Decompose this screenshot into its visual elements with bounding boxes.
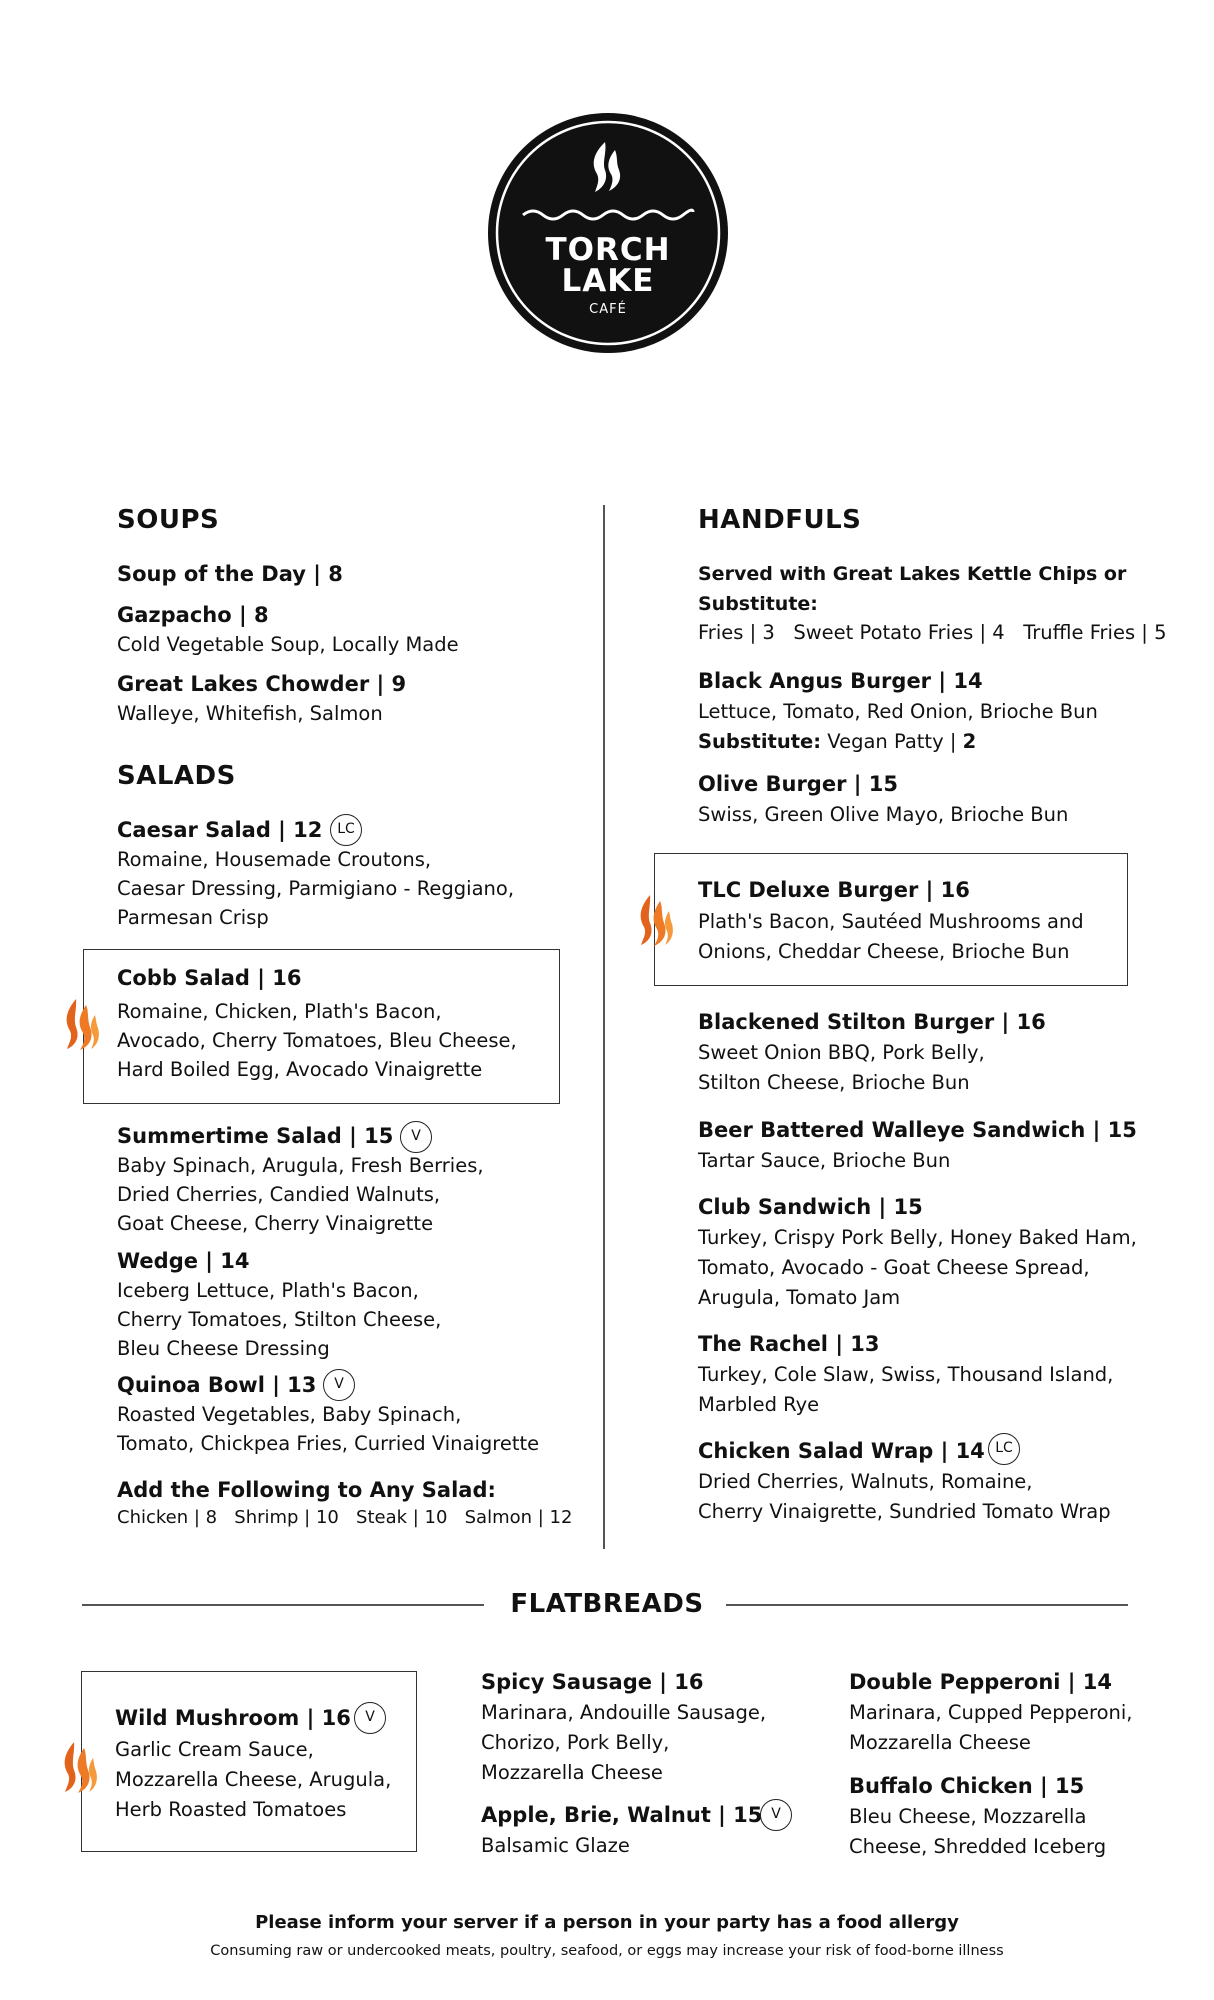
club-title: Club Sandwich | 15 (698, 1195, 923, 1219)
flame-icon (636, 893, 674, 947)
desc-line: Iceberg Lettuce, Plath's Bacon, (117, 1279, 419, 1302)
addons-title: Add the Following to Any Salad: (117, 1478, 496, 1502)
summertime-desc (117, 1151, 484, 1238)
summertime-title: Summertime Salad | 15 (117, 1124, 394, 1148)
tlc-desc (698, 907, 1084, 967)
rachel-desc (698, 1360, 1113, 1420)
desc-line: Turkey, Cole Slaw, Swiss, Thousand Island, (698, 1363, 1114, 1386)
served-line: Served with Great Lakes Kettle Chips or (698, 563, 1127, 585)
black-angus-substitute (698, 727, 976, 756)
desc-line: Avocado, Cherry Tomatoes, Bleu Cheese, (117, 1029, 517, 1052)
desc-line: Turkey, Crispy Pork Belly, Honey Baked Ham, (698, 1226, 1137, 1249)
desc-line: Marbled Rye (698, 1393, 820, 1416)
desc-line: Cheese, Shredded Iceberg (849, 1835, 1107, 1858)
tlc-title: TLC Deluxe Burger | 16 (698, 878, 970, 902)
desc-line: Herb Roasted Tomatoes (115, 1798, 347, 1821)
desc-line: Baby Spinach, Arugula, Fresh Berries, (117, 1154, 484, 1177)
olive-desc: Swiss, Green Olive Mayo, Brioche Bun (698, 803, 1069, 826)
desc-line: Stilton Cheese, Brioche Bun (698, 1071, 970, 1094)
lc-badge: LC (330, 814, 362, 846)
desc-line: Mozzarella Cheese (481, 1761, 663, 1784)
black-angus-title: Black Angus Burger | 14 (698, 669, 983, 693)
desc-line: Cherry Tomatoes, Stilton Cheese, (117, 1308, 442, 1331)
flatbreads-rule-left (82, 1604, 484, 1606)
served-with (698, 559, 1126, 619)
substitute-label: Substitute: (698, 730, 822, 753)
desc-line: Parmesan Crisp (117, 906, 269, 929)
flatbreads-rule-right (726, 1604, 1128, 1606)
sides-line: Fries | 3 Sweet Potato Fries | 4 Truffle Fries | 5 (698, 621, 1167, 644)
addons-line: Chicken | 8 Shrimp | 10 Steak | 10 Salmon | 12 (117, 1507, 573, 1528)
substitute-item: Vegan Patty | (827, 730, 963, 753)
handfuls-title: HANDFULS (698, 505, 862, 535)
lc-badge: LC (988, 1433, 1020, 1465)
sausage-title: Spicy Sausage | 16 (481, 1670, 704, 1694)
pepperoni-desc (849, 1698, 1133, 1758)
walleye-title: Beer Battered Walleye Sandwich | 15 (698, 1118, 1137, 1142)
logo-line2: LAKE (561, 263, 655, 299)
quinoa-desc (117, 1400, 539, 1458)
consumption-warning: Consuming raw or undercooked meats, poultry, seafood, or eggs may increase your risk of food-borne illness (210, 1943, 1004, 1959)
black-angus-desc: Lettuce, Tomato, Red Onion, Brioche Bun (698, 700, 1098, 723)
desc-line: Marinara, Andouille Sausage, (481, 1701, 767, 1724)
desc-line: Balsamic Glaze (481, 1834, 630, 1857)
desc-line: Romaine, Housemade Croutons, (117, 848, 432, 871)
served-line: Substitute: (698, 593, 818, 615)
quinoa-title: Quinoa Bowl | 13 (117, 1373, 317, 1397)
v-badge: V (354, 1702, 386, 1734)
flame-icon (60, 1740, 98, 1794)
club-desc (698, 1223, 1137, 1313)
olive-title: Olive Burger | 15 (698, 772, 898, 796)
desc-line: Caesar Dressing, Parmigiano - Reggiano, (117, 877, 515, 900)
logo (487, 112, 729, 354)
desc-line: Tomato, Chickpea Fries, Curried Vinaigrette (117, 1432, 540, 1455)
wedge-title: Wedge | 14 (117, 1249, 250, 1273)
logo-line1: TORCH (545, 232, 671, 268)
desc-line: Marinara, Cupped Pepperoni, (849, 1701, 1133, 1724)
pepperoni-title: Double Pepperoni | 14 (849, 1670, 1112, 1694)
stilton-desc (698, 1038, 985, 1098)
v-badge: V (400, 1121, 432, 1153)
desc-line: Onions, Cheddar Cheese, Brioche Bun (698, 940, 1070, 963)
desc-line: Tartar Sauce, Brioche Bun (698, 1149, 951, 1172)
desc-line: Mozzarella Cheese (849, 1731, 1031, 1754)
desc-line: Romaine, Chicken, Plath's Bacon, (117, 1000, 442, 1023)
salads-title: SALADS (117, 761, 236, 791)
desc-line: Arugula, Tomato Jam (698, 1286, 901, 1309)
desc-line: Dried Cherries, Candied Walnuts, (117, 1183, 441, 1206)
wrap-desc (698, 1467, 1111, 1527)
gazpacho-desc: Cold Vegetable Soup, Locally Made (117, 633, 459, 656)
chowder-desc: Walleye, Whitefish, Salmon (117, 702, 383, 725)
logo-line3: CAFÉ (589, 302, 627, 317)
desc-line: Mozzarella Cheese, Arugula, (115, 1768, 392, 1791)
desc-line: Roasted Vegetables, Baby Spinach, (117, 1403, 462, 1426)
cobb-desc (117, 997, 517, 1084)
desc-line: Garlic Cream Sauce, (115, 1738, 314, 1761)
rachel-title: The Rachel | 13 (698, 1332, 880, 1356)
desc-line: Bleu Cheese Dressing (117, 1337, 330, 1360)
sausage-desc (481, 1698, 766, 1788)
desc-line: Chorizo, Pork Belly, (481, 1731, 670, 1754)
chowder-title: Great Lakes Chowder | 9 (117, 672, 407, 696)
desc-line: Cherry Vinaigrette, Sundried Tomato Wrap (698, 1500, 1111, 1523)
substitute-price: 2 (962, 730, 977, 753)
buffalo-title: Buffalo Chicken | 15 (849, 1774, 1085, 1798)
soups-title: SOUPS (117, 505, 220, 535)
desc-line: Sweet Onion BBQ, Pork Belly, (698, 1041, 985, 1064)
apple-title: Apple, Brie, Walnut | 15 (481, 1803, 763, 1827)
mushroom-title: Wild Mushroom | 16 (115, 1706, 351, 1730)
desc-line: Goat Cheese, Cherry Vinaigrette (117, 1212, 434, 1235)
apple-desc (481, 1831, 630, 1860)
flatbreads-title: FLATBREADS (510, 1589, 704, 1619)
stilton-title: Blackened Stilton Burger | 16 (698, 1010, 1046, 1034)
wedge-desc (117, 1276, 441, 1363)
buffalo-desc (849, 1802, 1106, 1862)
walleye-desc (698, 1146, 950, 1175)
allergy-notice: Please inform your server if a person in your party has a food allergy (255, 1912, 959, 1933)
cobb-title: Cobb Salad | 16 (117, 966, 302, 990)
caesar-desc (117, 845, 514, 932)
wrap-title: Chicken Salad Wrap | 14 (698, 1439, 985, 1463)
flame-icon (62, 997, 100, 1051)
desc-line: Bleu Cheese, Mozzarella (849, 1805, 1087, 1828)
desc-line: Dried Cherries, Walnuts, Romaine, (698, 1470, 1033, 1493)
desc-line: Hard Boiled Egg, Avocado Vinaigrette (117, 1058, 483, 1081)
mushroom-desc (115, 1735, 391, 1825)
v-badge: V (760, 1799, 792, 1831)
gazpacho-title: Gazpacho | 8 (117, 603, 269, 627)
desc-line: Plath's Bacon, Sautéed Mushrooms and (698, 910, 1084, 933)
desc-line: Tomato, Avocado - Goat Cheese Spread, (698, 1256, 1090, 1279)
caesar-title: Caesar Salad | 12 (117, 818, 323, 842)
soup-of-the-day: Soup of the Day | 8 (117, 562, 343, 586)
column-divider (603, 505, 605, 1549)
v-badge: V (323, 1369, 355, 1401)
